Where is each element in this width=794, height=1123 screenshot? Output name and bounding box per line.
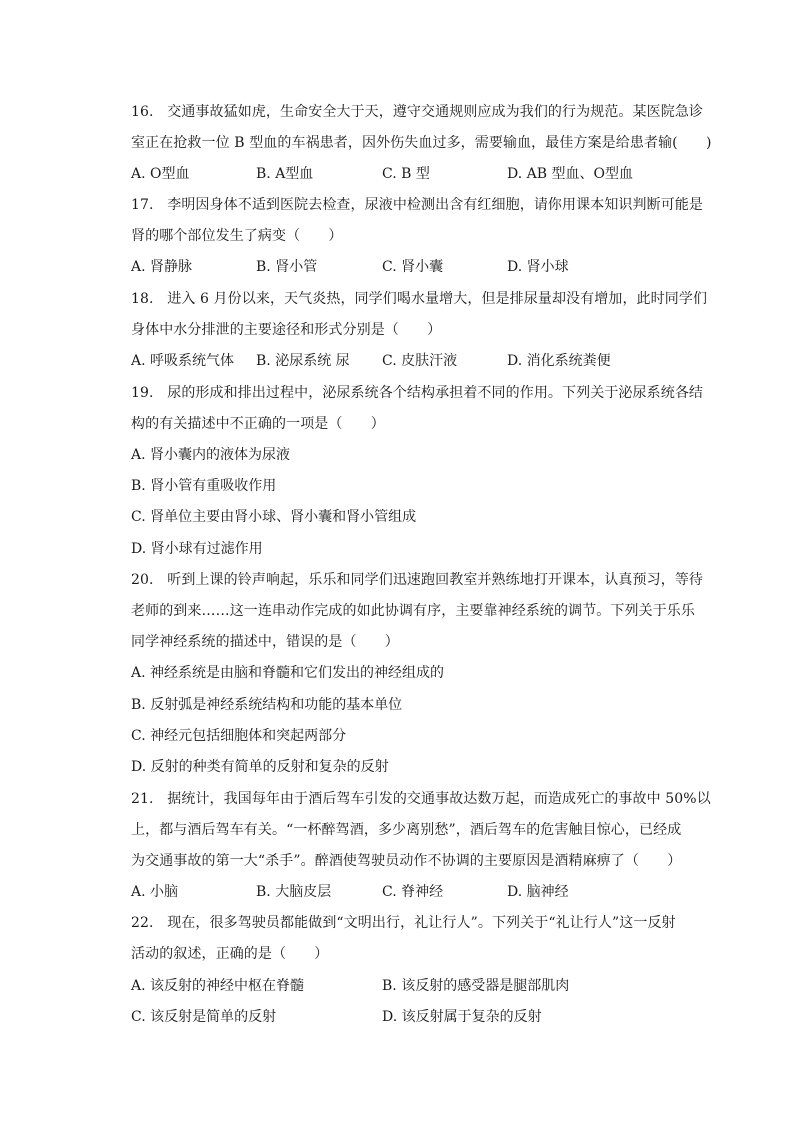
option-d: D. AB 型血、O型血	[507, 166, 633, 182]
question-text: 听到上课的铃声响起，乐乐和同学们迅速跑回教室并熟练地打开课本，认真预习，等待	[167, 572, 704, 588]
question-19-line-2: 构的有关描述中不正确的一项是（ ）	[131, 416, 385, 432]
option-c: C. 神经元包括细胞体和突起两部分	[131, 728, 347, 744]
option-b: B. 反射弧是神经系统结构和功能的基本单位	[131, 697, 403, 713]
question-16-options	[131, 165, 671, 183]
question-text: 交通事故猛如虎，生命安全大于天，遵守交通规则应成为我们的行为规范。某医院急诊	[167, 104, 704, 120]
question-21-line-2: 上，都与酒后驾车有关。“一杯醉驾酒，多少离别愁”，酒后驾车的危害触目惊心，已经成	[131, 822, 682, 838]
question-20-line-3: 同学神经系统的描述中，错误的是（ ）	[131, 634, 399, 650]
option-a: A. 呼吸系统气体	[131, 353, 235, 369]
question-22-options-row-2	[131, 1008, 671, 1026]
option-b: B. 肾小管有重吸收作用	[131, 478, 277, 494]
question-text: 尿的形成和排出过程中，泌尿系统各个结构承担着不同的作用。下列关于泌尿系统各结	[167, 385, 704, 401]
question-number: 22.	[131, 915, 154, 931]
question-16-line-1	[131, 103, 703, 121]
question-number: 20.	[131, 572, 154, 588]
option-b: B. 泌尿系统 尿	[256, 353, 350, 369]
question-17-line-1	[131, 196, 703, 214]
option-a: A. O型血	[131, 166, 190, 182]
question-21-line-3: 为交通事故的第一大“杀手”。醉酒使驾驶员动作不协调的主要原因是酒精麻痹了（ ）	[131, 853, 682, 869]
option-c: C. 肾单位主要由肾小球、肾小囊和肾小管组成	[131, 509, 417, 525]
question-18-line-2: 身体中水分排泄的主要途径和形式分别是（ ）	[131, 322, 442, 338]
option-c: C. 该反射是简单的反射	[131, 1009, 277, 1025]
question-22-options-row-1	[131, 977, 671, 995]
option-a: A. 小脑	[131, 884, 179, 900]
question-number: 19.	[131, 385, 154, 401]
question-20-line-2: 老师的到来……这一连串动作完成的如此协调有序，主要靠神经系统的调节。下列关于乐乐	[131, 603, 695, 619]
question-19-line-1	[131, 384, 703, 402]
question-number: 21.	[131, 791, 154, 807]
option-a: A. 神经系统是由脑和脊髓和它们发出的神经组成的	[131, 665, 445, 681]
option-d: D. 消化系统粪便	[507, 353, 611, 369]
option-d: D. 肾小球	[507, 259, 569, 275]
question-20-line-1	[131, 571, 703, 589]
question-17-line-2: 肾的哪个部位发生了病变（ ）	[131, 228, 343, 244]
question-16-line-2: 室正在抢救一位 B 型血的车祸患者，因外伤失血过多，需要输血，最佳方案是给患者输( )	[131, 135, 712, 151]
option-d: D. 脑神经	[507, 884, 569, 900]
option-c: C. 脊神经	[382, 884, 444, 900]
question-17-options	[131, 258, 671, 276]
option-a: A. 肾小囊内的液体为尿液	[131, 447, 291, 463]
option-b: B. 肾小管	[256, 259, 318, 275]
option-c: C. B 型	[382, 166, 430, 182]
question-22-line-2: 活动的叙述，正确的是（ ）	[131, 946, 329, 962]
question-18-options	[131, 352, 671, 370]
question-number: 16.	[131, 104, 154, 120]
question-18-line-1	[131, 290, 707, 308]
option-a: A. 该反射的神经中枢在脊髓	[131, 978, 305, 994]
option-d: D. 该反射属于复杂的反射	[382, 1009, 542, 1025]
option-b: B. 大脑皮层	[256, 884, 332, 900]
option-a: A. 肾静脉	[131, 259, 193, 275]
question-21-line-1	[131, 790, 711, 808]
question-text: 李明因身体不适到医院去检查，尿液中检测出含有红细胞，请你用课本知识判断可能是	[167, 197, 704, 213]
option-b: B. 该反射的感受器是腿部肌肉	[382, 978, 570, 994]
question-21-options	[131, 883, 671, 901]
question-number: 17.	[131, 197, 154, 213]
option-d: D. 反射的种类有简单的反射和复杂的反射	[131, 759, 389, 775]
option-d: D. 肾小球有过滤作用	[131, 541, 263, 557]
question-text: 现在，很多驾驶员都能做到“文明出行，礼让行人”。下列关于“礼让行人”这一反射	[167, 915, 676, 931]
question-text: 据统计，我国每年由于酒后驾车引发的交通事故达数万起，而造成死亡的事故中 50%以	[167, 791, 711, 807]
option-c: C. 肾小囊	[382, 259, 444, 275]
question-22-line-1	[131, 914, 676, 932]
question-number: 18.	[131, 291, 154, 307]
option-b: B. A型血	[256, 166, 314, 182]
question-text: 进入 6 月份以来，天气炎热，同学们喝水量增大，但是排尿量却没有增加，此时同学们	[167, 291, 708, 307]
option-c: C. 皮肤汗液	[382, 353, 458, 369]
